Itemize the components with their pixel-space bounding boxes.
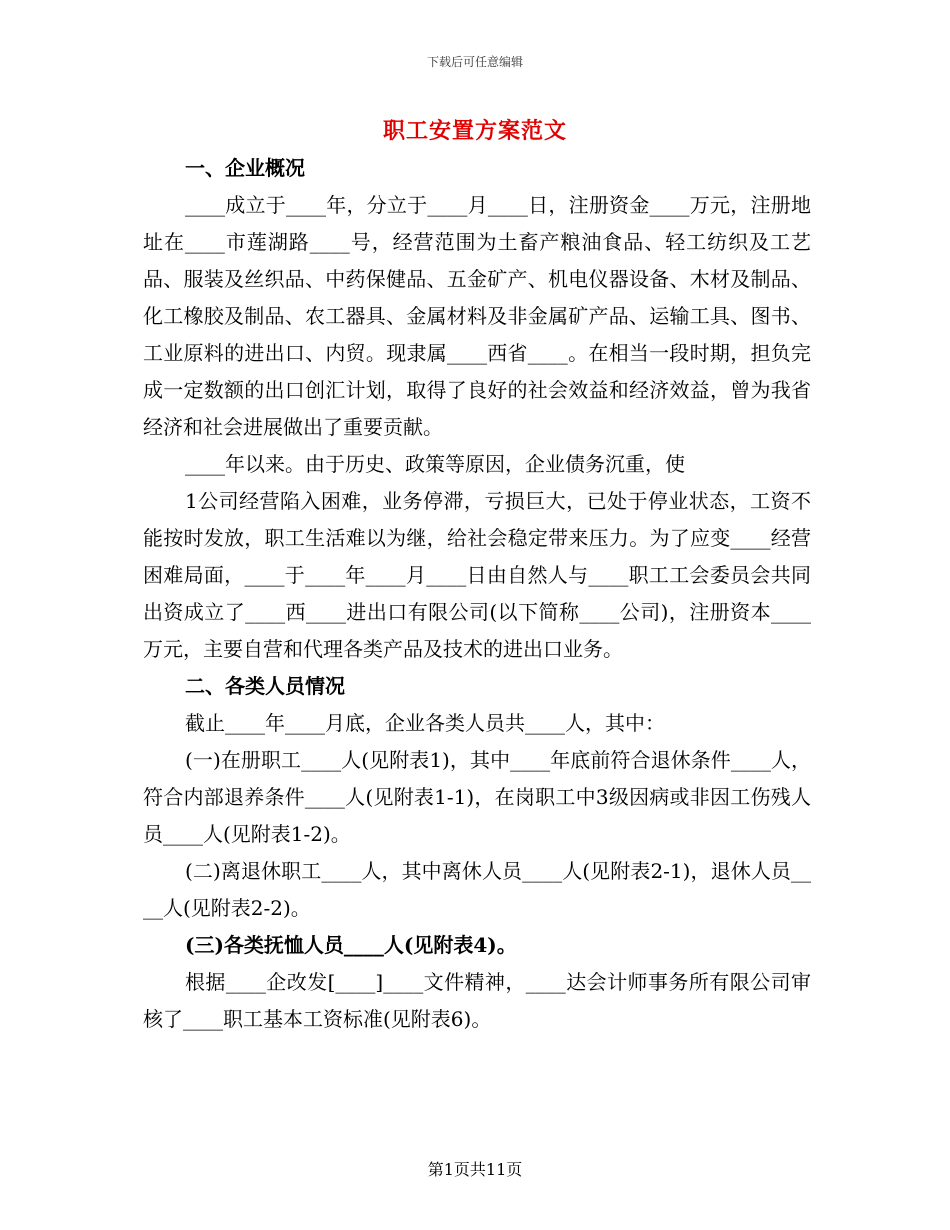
- section-heading-personnel: 二、各类人员情况: [185, 674, 345, 698]
- paragraph-company-debt: ____年以来。由于历史、政策等原因，企业债务沉重，使: [185, 452, 685, 476]
- paragraph-retired-staff: (二)离退休职工____人，其中离休人员____人(见附表2-1)，退休人员____人(见附表2-2)。: [143, 859, 811, 920]
- page-number: 第1页共11页: [427, 1160, 523, 1179]
- paragraph-registered-staff: (一)在册职工____人(见附表1)，其中____年底前符合退休条件____人，符合内部退养条件____人(见附表1-1)，在岗职工中3级因病或非因工伤残人员____人(见附表1-2)。: [143, 748, 811, 846]
- paragraph-wage-audit: 根据____企改发[____]____文件精神，____达会计师事务所有限公司审核了____职工基本工资标准(见附表6)。: [143, 970, 811, 1031]
- document-title: 职工安置方案范文: [382, 118, 567, 144]
- section-heading-company-overview: 一、企业概况: [185, 156, 305, 180]
- paragraph-company-difficulty: 1公司经营陷入困难，业务停滞，亏损巨大，已处于停业状态，工资不能按时发放，职工生活难以为继，给社会稳定带来压力。为了应变____经营困难局面，____于____年____月____日由自然人与____职工工会委员会共同出资成立了____西____进出口有限公司(以下简称____公司)，注册资本____万元，主要自营和代理各类产品及技术的进出口业务。: [143, 489, 811, 661]
- paragraph-company-founding: ____成立于____年，分立于____月____日，注册资金____万元，注册地址在____市莲湖路____号，经营范围为土畜产粮油食品、轻工纺织及工艺品、服装及丝织品、中药保健品、五金矿产、机电仪器设备、木材及制品、化工橡胶及制品、农工器具、金属材料及非金属矿产品、运输工具、图书、工业原料的进出口、内贸。现隶属____西省____。在相当一段时期，担负完成一定数额的出口创汇计划，取得了良好的社会效益和经济效益，曾为我省经济和社会进展做出了重要贡献。: [143, 193, 811, 439]
- document-body: [143, 150, 811, 1038]
- paragraph-personnel-total: 截止____年____月底，企业各类人员共____人，其中：: [185, 711, 665, 735]
- paragraph-pension-recipients: (三)各类抚恤人员____人(见附表4)。: [185, 933, 517, 957]
- header-note: 下载后可任意编辑: [426, 55, 523, 69]
